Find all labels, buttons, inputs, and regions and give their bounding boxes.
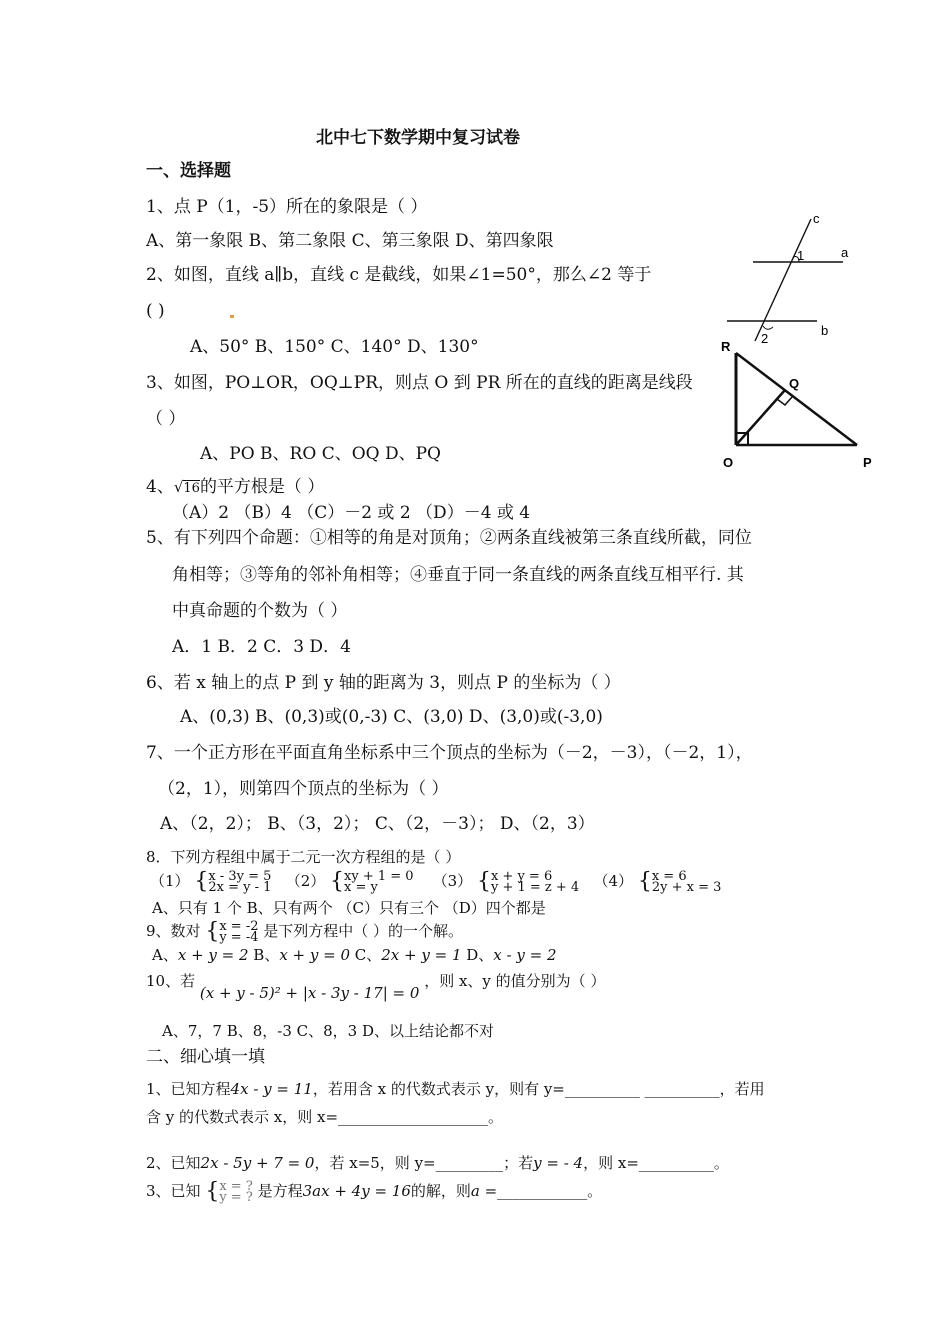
question-10-stem xyxy=(146,970,606,1002)
line-c xyxy=(755,219,811,341)
question-10-text: ，则 x、y 的值分别为（ ） xyxy=(424,972,606,990)
figure-parallel-lines xyxy=(715,205,855,345)
question-5-line2: 角相等；③等角的邻补角相等；④垂直于同一条直线的两条直线互相平行. 其 xyxy=(172,565,744,585)
sqrt-symbol: √16 xyxy=(173,478,200,496)
question-1-stem: 1、点 P（1，-5）所在的象限是（ ） xyxy=(146,197,428,217)
question-9-options: A、x + y = 2 B、x + y = 0 C、2x + y = 1 D、x - y = 2 xyxy=(152,946,557,964)
fill-2: 2、已知2x - 5y + 7 = 0，若 x=5，则 y=_________；若y = - 4，则 x=__________。 xyxy=(146,1154,729,1172)
label-2: 2 xyxy=(761,331,769,345)
question-6-options: A、(0,3) B、(0,3)或(0,-3) C、(3,0) D、(3,0)或(-3,0) xyxy=(180,707,603,727)
question-8-options: A、只有 1 个 B、只有两个 （C）只有三个 （D）四个都是 xyxy=(152,899,546,917)
brace-icon: { xyxy=(205,1179,220,1204)
question-8-systems xyxy=(150,870,721,893)
label-a: a xyxy=(841,245,849,260)
question-9-system: x = -2 y = -4 xyxy=(219,919,259,945)
system-4: x = 6 2y + x = 3 xyxy=(651,869,722,895)
page-title: 北中七下数学期中复习试卷 xyxy=(316,128,520,148)
label-R: R xyxy=(721,339,731,354)
section-heading-choice: 一、选择题 xyxy=(146,161,231,181)
figure-right-triangle xyxy=(715,335,885,475)
label-c: c xyxy=(813,211,820,226)
brace-icon: { xyxy=(476,869,491,894)
label-O: O xyxy=(723,455,734,470)
radicand: 16 xyxy=(183,481,200,496)
question-6-stem: 6、若 x 轴上的点 P 到 y 轴的距离为 3，则点 P 的坐标为（ ） xyxy=(146,673,621,693)
question-10-expression: (x + y - 5)² + |x - 3y - 17| = 0 xyxy=(199,984,420,1002)
question-9-prefix: 9、数对 xyxy=(146,922,201,940)
question-5-line1: 5、有下列四个命题：①相等的角是对顶角；②两条直线被第三条直线所截，同位 xyxy=(146,528,752,548)
question-9-text: 是下列方程中（ ）的一个解。 xyxy=(263,922,464,940)
question-9-stem xyxy=(146,920,463,943)
angle-2-arc xyxy=(763,326,773,329)
question-7-line1: 7、一个正方形在平面直角坐标系中三个顶点的坐标为（－2，－3），（－2，1）， xyxy=(146,743,753,763)
fill-1-line1: 1、已知方程4x - y = 11，若用含 x 的代数式表示 y，则有 y=__________ __________，若用 xyxy=(146,1080,765,1098)
system-3: x + y = 6 y + 1 = z + 4 xyxy=(490,869,580,895)
question-2-stem: 2、如图，直线 a∥b，直线 c 是截线，如果∠1=50°，那么∠2 等于 xyxy=(146,265,652,285)
question-4-stem xyxy=(146,476,324,500)
question-5-options: A．1 B．2 C．3 D．4 xyxy=(172,637,351,657)
brace-icon: { xyxy=(637,869,652,894)
system-label-2: （2） xyxy=(285,872,326,890)
question-1-options: A、第一象限 B、第二象限 C、第三象限 D、第四象限 xyxy=(146,231,554,251)
system-1: x - 3y = 5 2x = y - 1 xyxy=(208,869,272,895)
section-heading-fill: 二、细心填一填 xyxy=(146,1047,265,1067)
brace-icon: { xyxy=(330,869,345,894)
system-label-3: （3） xyxy=(432,872,473,890)
brace-icon: { xyxy=(205,919,220,944)
orange-mark xyxy=(230,315,234,318)
question-3-paren: （ ） xyxy=(146,409,186,429)
question-5-line3: 中真命题的个数为（ ） xyxy=(172,601,348,621)
label-P: P xyxy=(863,455,872,470)
question-2-paren: ( ) xyxy=(146,301,165,321)
question-7-options: A、（2，2）； B、（3，2）； C、（2，－3）； D、（2，3） xyxy=(160,814,595,834)
question-10-prefix: 10、若 xyxy=(146,972,196,990)
question-7-line2: （2，1），则第四个顶点的坐标为（ ） xyxy=(158,779,449,799)
question-4-text: 的平方根是（ ） xyxy=(199,477,325,497)
question-4-prefix: 4、 xyxy=(146,477,174,497)
question-3-options: A、PO B、RO C、OQ D、PQ xyxy=(200,444,441,464)
brace-icon: { xyxy=(194,869,209,894)
question-3-stem: 3、如图，PO⊥OR，OQ⊥PR，则点 O 到 PR 所在的直线的距离是线段 xyxy=(146,373,693,393)
label-b: b xyxy=(821,323,829,338)
question-2-options: A、50° B、150° C、140° D、130° xyxy=(190,337,479,357)
fill-3: 3、已知 {x = ? y = ? 是方程3ax + 4y = 16的解，则a =____________。 xyxy=(146,1179,603,1205)
question-8-stem: 8．下列方程组中属于二元一次方程组的是（ ） xyxy=(146,848,461,866)
system-label-4: （4） xyxy=(593,872,634,890)
system-2: xy + 1 = 0 x = y xyxy=(344,869,414,895)
question-4-options: （A）2 （B）4 （C）－2 或 2 （D）－4 或 4 xyxy=(172,503,531,523)
question-10-options: A、7，7 B、8，-3 C、8，3 D、以上结论都不对 xyxy=(162,1022,494,1040)
segment-RP xyxy=(736,353,857,445)
system-label-1: （1） xyxy=(150,872,190,890)
fill-1-line2: 含 y 的代数式表示 x，则 x=____________________。 xyxy=(146,1108,504,1126)
label-Q: Q xyxy=(789,376,800,391)
label-1: 1 xyxy=(797,248,805,263)
segment-OQ xyxy=(736,390,785,445)
fill-3-system: x = ? y = ? xyxy=(219,1179,253,1205)
